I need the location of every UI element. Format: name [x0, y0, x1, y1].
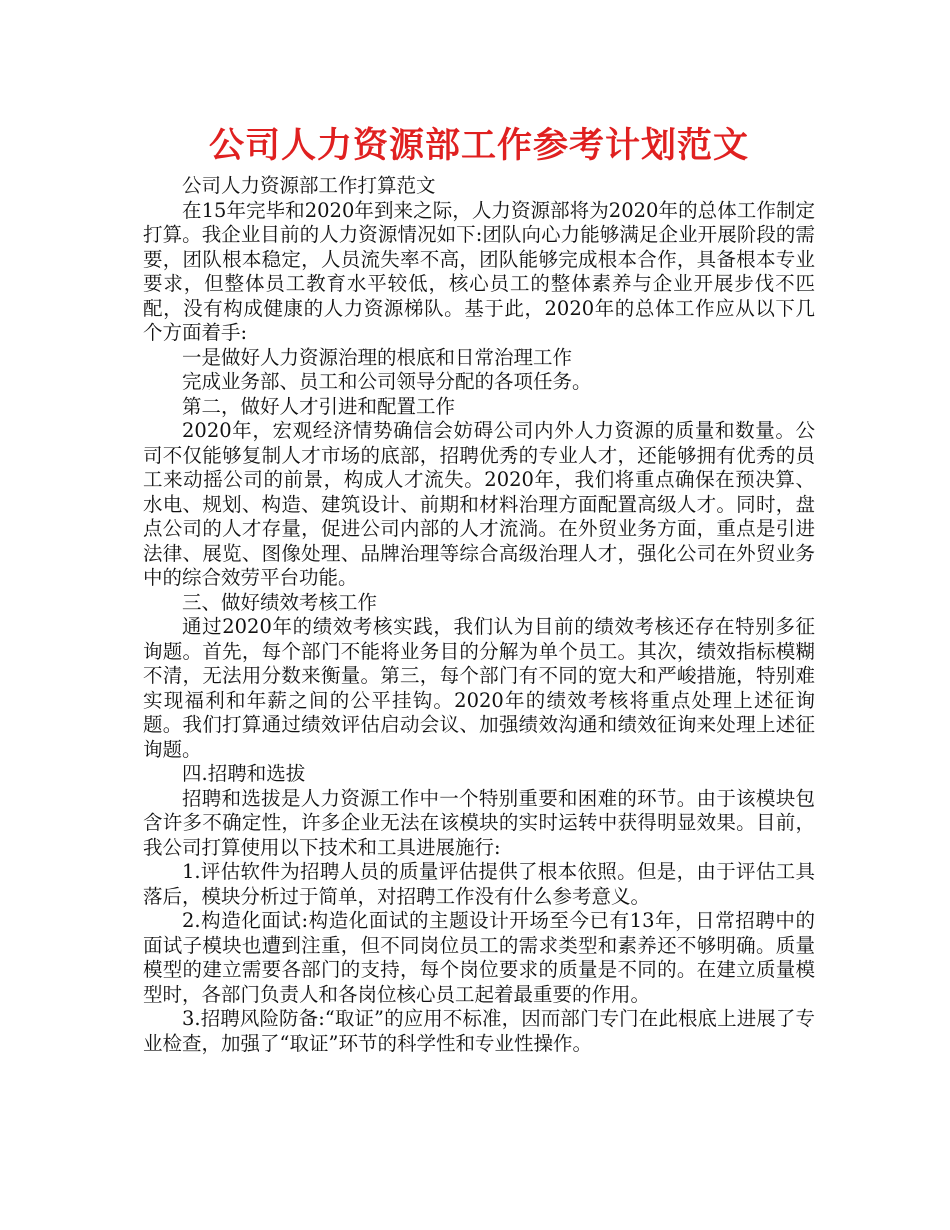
paragraph: 公司人力资源部工作打算范文 [182, 174, 436, 197]
paragraph: 第二，做好人才引进和配置工作 [182, 394, 456, 418]
document-page [143, 118, 815, 1056]
paragraph: 3.招聘风险防备:“取证”的应用不标准，因而部门专门在此根底上进展了专业检查，加强了“取证”环节的科学性和专业性操作。 [143, 1007, 815, 1055]
document-body [143, 174, 815, 1056]
paragraph: 2.构造化面试:构造化面试的主题设计开场至今已有13年，日常招聘中的面试子模块也遭到注重，但不同岗位员工的需求类型和素养还不够明确。质量模型的建立需要各部门的支持，每个岗位要求的质量是不同的。在建立质量模型时，各部门负责人和各岗位核心员工起着最重要的作用。 [143, 909, 815, 1006]
document-title: 公司人力资源部工作参考计划范文 [208, 126, 749, 166]
paragraph: 完成业务部、员工和公司领导分配的各项任务。 [182, 370, 592, 393]
paragraph: 三、做好绩效考核工作 [182, 590, 378, 614]
paragraph: 招聘和选拔是人力资源工作中一个特别重要和困难的环节。由于该模块包含许多不确定性，许多企业无法在该模块的实时运转中获得明显效果。目前，我公司打算使用以下技术和工具进展施行: [143, 786, 815, 859]
paragraph: 在15年完毕和2020年到来之际，人力资源部将为2020年的总体工作制定打算。我企业目前的人力资源情况如下:团队向心力能够满足企业开展阶段的需要，团队根本稳定，人员流失率不高，团队能够完成根本合作，具备根本专业要求，但整体员工教育水平较低，核心员工的整体素养与企业开展步伐不匹配，没有构成健康的人力资源梯队。基于此，2020年的总体工作应从以下几个方面着手: [143, 198, 815, 344]
paragraph: 1.评估软件为招聘人员的质量评估提供了根本依照。但是，由于评估工具落后，模块分析过于简单，对招聘工作没有什么参考意义。 [143, 860, 815, 908]
paragraph: 一是做好人力资源治理的根底和日常治理工作 [182, 345, 573, 369]
paragraph: 四.招聘和选拔 [182, 762, 306, 785]
paragraph: 2020年，宏观经济情势确信会妨碍公司内外人力资源的质量和数量。公司不仅能够复制人才市场的底部，招聘优秀的专业人才，还能够拥有优秀的员工来动摇公司的前景，构成人才流失。2020年，我们将重点确保在预决算、水电、规划、构造、建筑设计、前期和材料治理方面配置高级人才。同时，盘点公司的人才存量，促进公司内部的人才流淌。在外贸业务方面，重点是引进法律、展览、图像处理、品牌治理等综合高级治理人才，强化公司在外贸业务中的综合效劳平台功能。 [143, 419, 815, 589]
paragraph: 通过2020年的绩效考核实践，我们认为目前的绩效考核还存在特别多征询题。首先，每个部门不能将业务目的分解为单个员工。其次，绩效指标模糊不清，无法用分数来衡量。第三，每个部门有不同的宽大和严峻措施，特别难实现福利和年薪之间的公平挂钩。2020年的绩效考核将重点处理上述征询题。我们打算通过绩效评估启动会议、加强绩效沟通和绩效征询来处理上述征询题。 [143, 615, 815, 761]
